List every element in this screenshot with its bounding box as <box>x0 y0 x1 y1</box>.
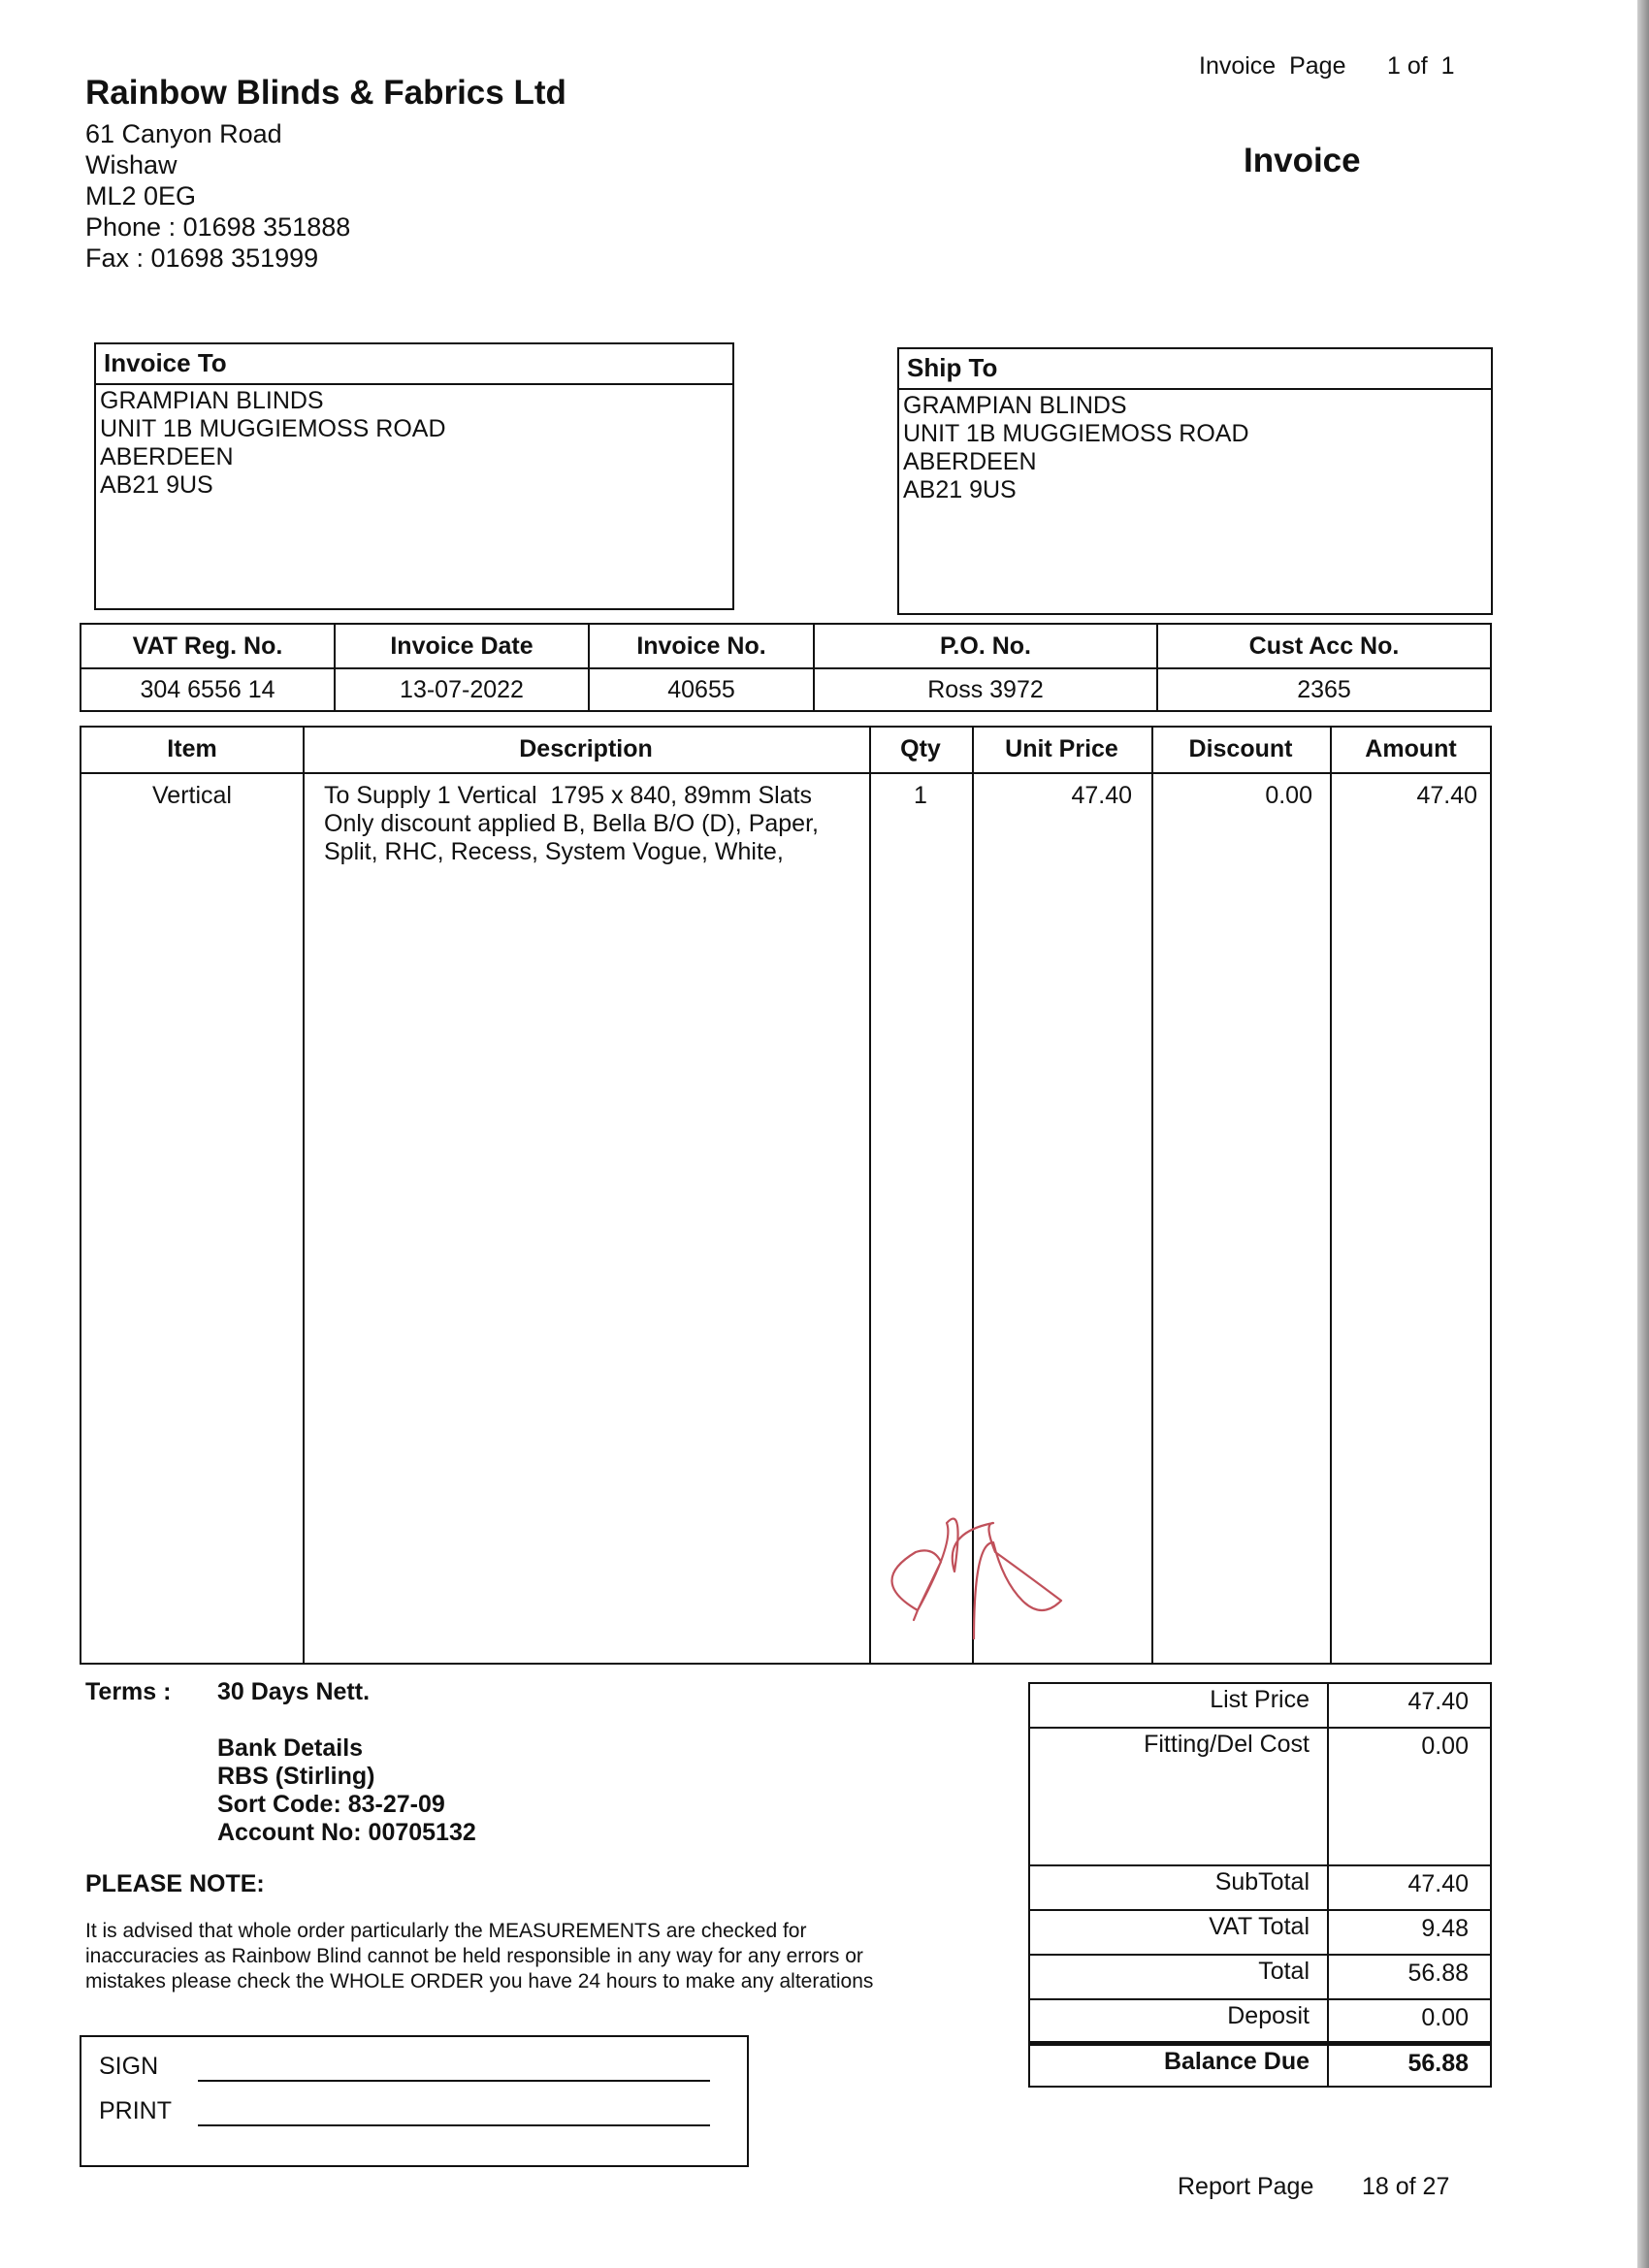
report-page-value: 18 of 27 <box>1362 2173 1450 2200</box>
address-line: ABERDEEN <box>903 448 1037 475</box>
note-line: It is advised that whole order particularly the MEASUREMENTS are checked for <box>85 1920 807 1942</box>
cust-acc-header: Cust Acc No. <box>1157 624 1491 668</box>
sort-code-line: Sort Code: 83-27-09 <box>217 1791 445 1818</box>
vat-value: 9.48 <box>1327 1911 1490 1954</box>
balance-row <box>1030 2043 1490 2086</box>
description-line: Split, RHC, Recess, System Vogue, White, <box>324 838 784 865</box>
company-address <box>85 118 350 274</box>
sign-line[interactable] <box>198 2080 710 2082</box>
terms-label: Terms : <box>85 1678 172 1705</box>
note-line: mistakes please check the WHOLE ORDER you have 24 hours to make any alterations <box>85 1970 874 1993</box>
po-no-header: P.O. No. <box>814 624 1157 668</box>
report-page-label: Report Page <box>1178 2173 1314 2200</box>
address-line: AB21 9US <box>100 471 213 499</box>
phone-line: Phone : 01698 351888 <box>85 212 351 242</box>
ship-to-box <box>897 347 1493 615</box>
print-label: PRINT <box>99 2097 172 2124</box>
subtotal-row <box>1030 1866 1490 1911</box>
cust-acc-value: 2365 <box>1157 668 1491 711</box>
discount-header: Discount <box>1188 735 1293 762</box>
subtotal-label: SubTotal <box>1214 1868 1310 1895</box>
address-line: ML2 0EG <box>85 181 197 211</box>
description-cell <box>324 782 867 866</box>
list-price-label: List Price <box>1210 1686 1310 1713</box>
print-line[interactable] <box>198 2124 710 2126</box>
invoice-no-header: Invoice No. <box>589 624 814 668</box>
deposit-value: 0.00 <box>1327 2000 1490 2041</box>
item-header: Item <box>167 735 217 762</box>
handwritten-initials <box>828 1465 1081 1639</box>
description-line: To Supply 1 Vertical 1795 x 840, 89mm Slats <box>324 782 813 809</box>
list-price-value: 47.40 <box>1327 1684 1490 1727</box>
deposit-label: Deposit <box>1227 2002 1310 2029</box>
invoice-meta-table <box>80 623 1492 712</box>
vat-reg-value: 304 6556 14 <box>81 668 335 711</box>
address-line: UNIT 1B MUGGIEMOSS ROAD <box>100 415 446 442</box>
vat-row <box>1030 1911 1490 1956</box>
discount-cell: 0.00 <box>1265 782 1312 809</box>
ship-to-address <box>899 390 1491 506</box>
description-header: Description <box>519 735 653 762</box>
address-line: ABERDEEN <box>100 443 234 470</box>
balance-value: 56.88 <box>1327 2046 1490 2086</box>
bank-line: Bank Details <box>217 1734 364 1762</box>
invoice-page-value: 1 of 1 <box>1387 52 1455 80</box>
item-cell: Vertical <box>152 782 232 809</box>
fitting-label: Fitting/Del Cost <box>1144 1731 1310 1758</box>
company-name: Rainbow Blinds & Fabrics Ltd <box>85 74 566 112</box>
sign-label: SIGN <box>99 2053 159 2080</box>
sign-box <box>80 2035 749 2167</box>
qty-header: Qty <box>900 735 941 762</box>
address-line: GRAMPIAN BLINDS <box>100 387 324 414</box>
document-title: Invoice <box>1244 142 1361 179</box>
note-line: inaccuracies as Rainbow Blind cannot be held responsible in any way for any errors or <box>85 1945 863 1967</box>
vat-label: VAT Total <box>1209 1913 1310 1940</box>
address-line: AB21 9US <box>903 476 1017 503</box>
qty-cell: 1 <box>914 782 927 809</box>
terms-value: 30 Days Nett. <box>217 1678 371 1705</box>
bank-details <box>217 1734 476 1847</box>
totals-box <box>1028 1682 1492 2088</box>
invoice-to-heading: Invoice To <box>96 344 732 385</box>
amount-header: Amount <box>1365 735 1457 762</box>
total-value: 56.88 <box>1327 1956 1490 1998</box>
unit-price-cell: 47.40 <box>1071 782 1132 809</box>
deposit-row <box>1030 2000 1490 2043</box>
account-no-line: Account No: 00705132 <box>217 1819 476 1846</box>
list-price-row <box>1030 1684 1490 1729</box>
fitting-value: 0.00 <box>1327 1729 1490 1864</box>
invoice-to-box <box>94 342 734 610</box>
fitting-row <box>1030 1729 1490 1866</box>
invoice-page-label: Invoice Page <box>1199 52 1346 80</box>
address-line: UNIT 1B MUGGIEMOSS ROAD <box>903 420 1249 447</box>
invoice-date-value: 13-07-2022 <box>335 668 589 711</box>
address-line: 61 Canyon Road <box>85 119 282 148</box>
unit-price-header: Unit Price <box>1005 735 1118 762</box>
total-label: Total <box>1258 1958 1310 1985</box>
balance-label: Balance Due <box>1163 2048 1310 2075</box>
address-line: GRAMPIAN BLINDS <box>903 392 1127 419</box>
fax-line: Fax : 01698 351999 <box>85 243 319 273</box>
please-note-text <box>85 1919 978 1994</box>
ship-to-heading: Ship To <box>899 349 1491 390</box>
subtotal-value: 47.40 <box>1327 1866 1490 1909</box>
invoice-date-header: Invoice Date <box>335 624 589 668</box>
line-items-table <box>80 726 1492 1665</box>
description-line: Only discount applied B, Bella B/O (D), Paper, <box>324 810 819 837</box>
vat-reg-header: VAT Reg. No. <box>81 624 335 668</box>
please-note-title: PLEASE NOTE: <box>85 1870 265 1897</box>
address-line: Wishaw <box>85 150 178 179</box>
po-no-value: Ross 3972 <box>814 668 1157 711</box>
total-row <box>1030 1956 1490 2000</box>
bank-line: RBS (Stirling) <box>217 1763 375 1790</box>
amount-cell: 47.40 <box>1416 782 1477 809</box>
invoice-no-value: 40655 <box>589 668 814 711</box>
invoice-to-address <box>96 385 732 502</box>
scan-edge <box>1637 0 1649 2268</box>
